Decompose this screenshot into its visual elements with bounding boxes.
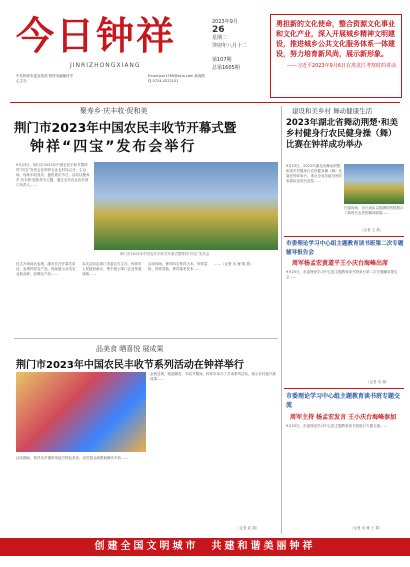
masthead-title: 今日钟祥 — [16, 13, 177, 58]
weekday: 星期二 — [212, 35, 228, 41]
second-body-2: 活动期间，钟祥各乡镇带来地方特色美食，农民群众载歌载舞庆丰收…… — [16, 456, 128, 460]
publisher-info: 中共钟祥市委宣传部 钟祥市融媒体中心主办 — [16, 74, 74, 83]
right-mid-headline: 市委理论学习中心组主题教育读书班第二次专题辅导报告会 — [286, 241, 404, 256]
second-byline: （记者 赵 超） — [236, 526, 260, 530]
total-issue: 总第1605期 — [212, 65, 240, 71]
quote-text: 勇担新的文化使命，整合资源文化事业和文化产业，深入开展城乡精神文明建设，推进城乡公共文化服务体系一体建设，努力培育新风尚，展示新形象。 — [276, 20, 395, 58]
lead-photo-caption: 荆门市2023年中国农民丰收节开幕式暨钟祥“四宝”发布会 — [120, 252, 210, 256]
lead-body-4: 活动现场，钟祥四宝钟祥大米、钟祥葛粉、钟祥香菇、钟祥蜜枣发布…… — [148, 262, 208, 271]
second-headline: 荆门市2023年中国农民丰收节系列活动在钟祥举行 — [16, 360, 244, 371]
lead-headline-2: 钟祥“四宝”发布会举行 — [30, 139, 197, 155]
publish-day: 26 — [212, 25, 225, 35]
date-box — [212, 18, 262, 72]
column-divider — [281, 106, 282, 534]
lead-kicker: 聚寿乡·庆丰收·促和美 — [80, 107, 148, 115]
lead-headline-1: 荆门市2023年中国农民丰收节开幕式暨 — [14, 120, 237, 135]
issue-number: 第107期 — [212, 57, 232, 63]
masthead-divider — [10, 102, 400, 103]
contact-info: Email:jrzx1789@sina.com 新闻热线 0724-4222151 — [148, 74, 205, 83]
right-top-kicker: 建设和美乡村 舞动健康生活 — [292, 107, 373, 115]
quote-signature: ——习近平2023年9月6日在黑龙江考察时的讲话 — [286, 63, 396, 69]
lead-body-2: 仪式开场前后参观，副市长在开幕式讲话，参观钟祥农产品，现场展示各类农业新品种，品牌农产品…… — [16, 262, 76, 276]
publish-month: 2023年9月 — [212, 19, 238, 25]
right-divider-1 — [284, 236, 404, 237]
right-bottom-subhead: 周军主持 杨孟宏发言 王小庆台海峰参加 — [290, 414, 397, 421]
lead-body-1: 9月23日，荆门市2023年中国农民丰收节暨钟祥“四宝”发布会在钟祥农业农村局召开，主会场，现场丰收喜庆，盛世欢乐节日，活动以聚寿乡·庆丰收·促和美为主题，通过全市农业农村部门负责人…… — [16, 163, 90, 187]
lunar-date: 癸卯年八月十二 — [212, 43, 248, 49]
second-kicker: 品美食 晒喜悦 展成果 — [96, 345, 164, 353]
lead-photo — [94, 162, 278, 250]
right-top-body-1: 9月23日，2023年湖北省舞动荆楚·和美乡村健身行农民健身操（舞）比赛在钟祥举行。来自全省各地市州的参赛队伍同台竞技…… — [286, 164, 342, 183]
masthead-pinyin: JINRIZHONGXIANG — [70, 62, 141, 69]
right-mid-body: 9月25日，市委理论学习中心组主题教育读书班举行第二次专题辅导报告会…… — [286, 270, 398, 279]
right-divider-2 — [284, 388, 404, 389]
right-mid-subhead: 周军杨孟宏黄道平王小庆台海峰出席 — [292, 260, 389, 267]
right-bottom-headline: 市委理论学习中心组主题教育读书班专题交流 — [286, 393, 401, 409]
right-bottom-byline: （记者 吴 雁 王 群） — [350, 526, 383, 530]
right-top-byline: （记者 王 晨） — [360, 228, 384, 232]
right-top-body-2: 比赛现场，各代表队以饱满的热情展示了新时代农民的精神面貌…… — [344, 206, 404, 215]
right-top-photo — [344, 164, 404, 204]
quote-box — [270, 14, 402, 98]
right-bottom-body: 9月25日，市委理论学习中心组主题教育读书班进行专题交流…… — [286, 424, 388, 428]
second-body-1: 金秋送爽，稻浪飘香，丰收节期间，钟祥市举办了多项系列活动，展示乡村振兴新成果…… — [150, 372, 276, 381]
right-mid-byline: （记者 吴 雁） — [366, 380, 390, 384]
right-top-headline: 2023年湖北省舞动荆楚·和美乡村健身行农民健身操（舞）比赛在钟祥成功举办 — [286, 118, 398, 150]
lead-body-3: 本次活动由荆门市委农办主办，钟祥市人民政府承办，集中展示荆门农业发展成就…… — [82, 262, 142, 276]
section-divider — [14, 338, 278, 339]
lead-body-5: ……（记者 吴 雁 陈 燕） — [214, 262, 254, 266]
footer-slogan: 创建全国文明城市 共建和谐美丽钟祥 — [0, 538, 410, 556]
second-photo — [16, 372, 146, 452]
